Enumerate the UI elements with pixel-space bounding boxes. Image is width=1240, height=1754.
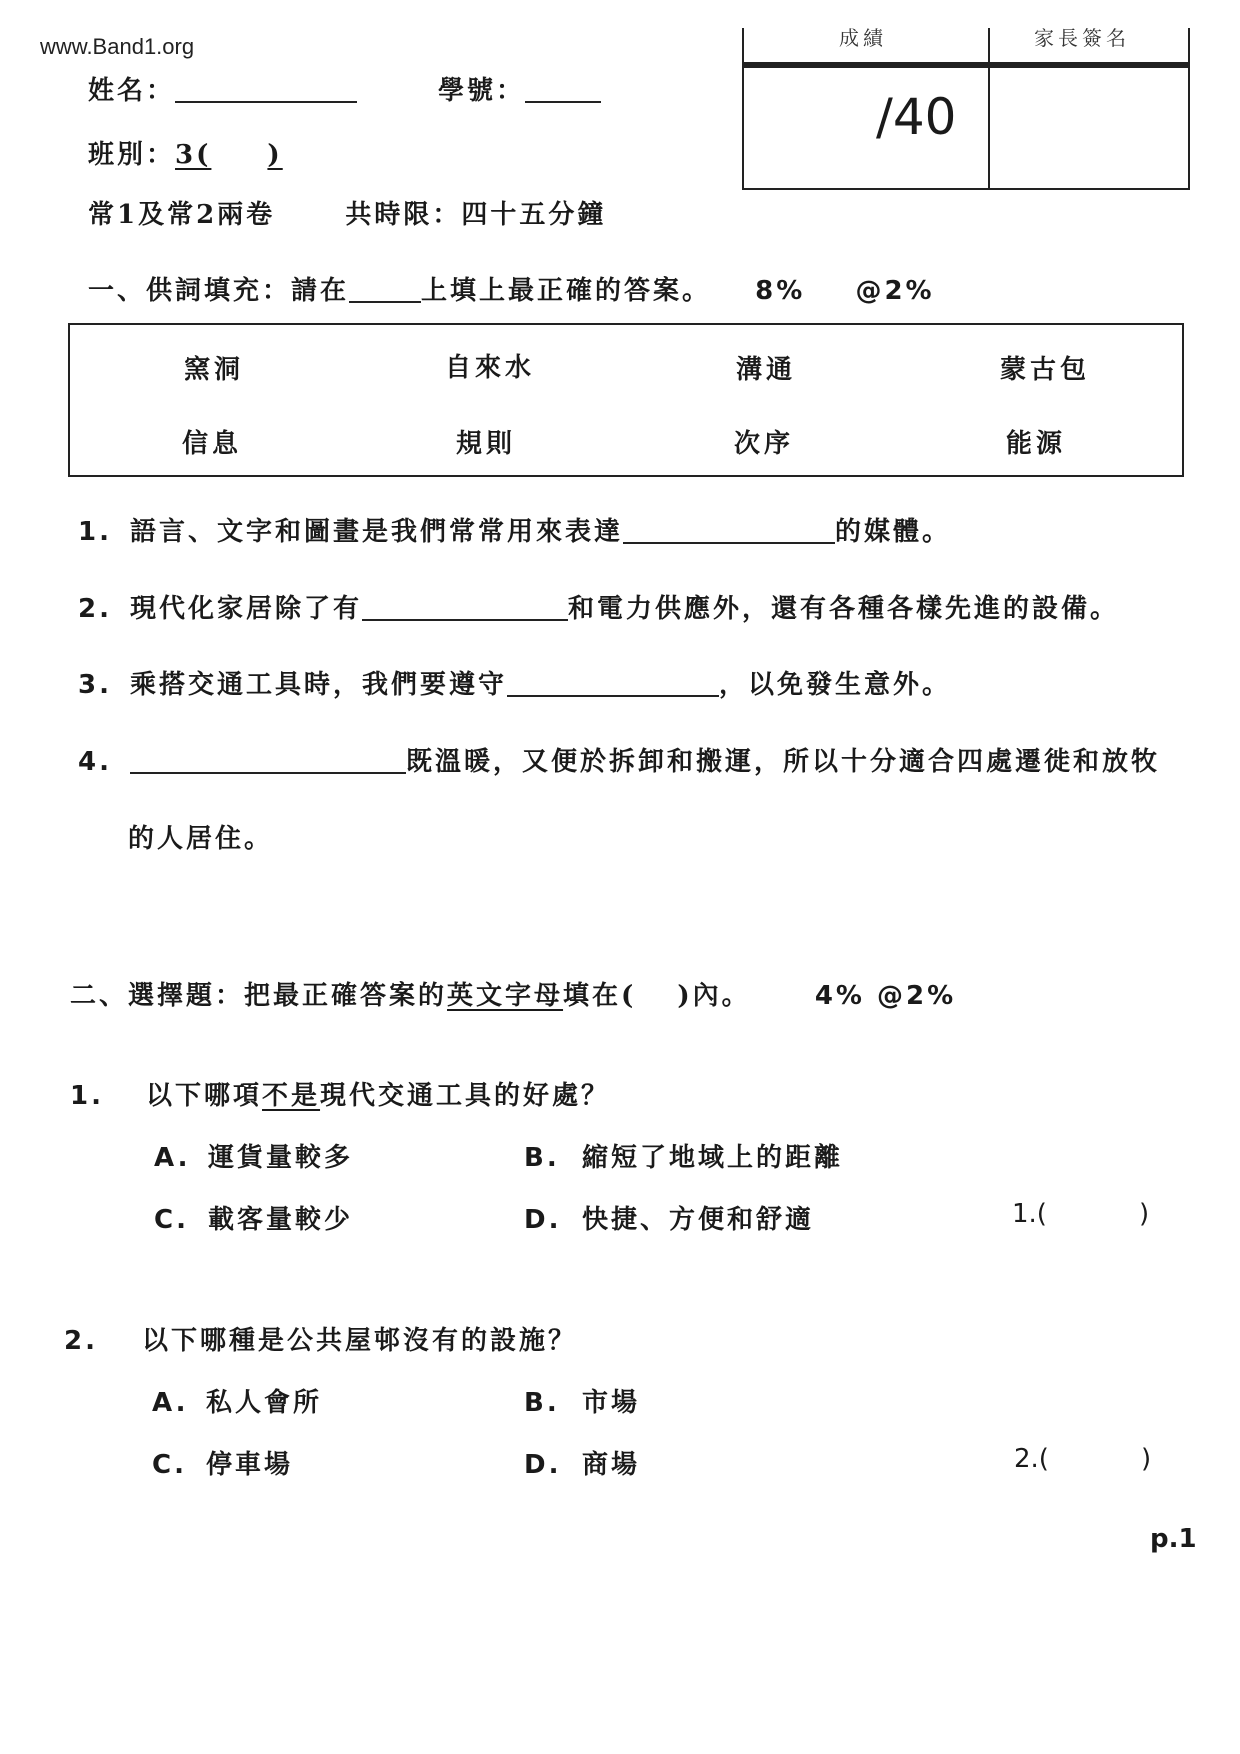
question-text: 語言、文字和圖畫是我們常常用來表達 xyxy=(130,517,624,547)
name-field xyxy=(88,70,357,107)
question-text: 既溫暖，又便於拆卸和搬運，所以十分適合四處遷徙和放牧 xyxy=(406,747,1161,777)
mc-option-a[interactable]: A. 私人會所 xyxy=(152,1388,323,1418)
time-limit: 共時限：四十五分鐘 xyxy=(345,200,607,230)
word-bank-item: 蒙古包 xyxy=(1000,355,1091,385)
score-total: /40 xyxy=(876,88,957,146)
exam-info xyxy=(88,194,606,231)
question-text: 乘搭交通工具時，我們要遵守 xyxy=(130,670,508,700)
parent-signature-header: 家長簽名 xyxy=(1034,26,1130,50)
exam-papers: 常1及常2兩卷 xyxy=(88,200,276,230)
section2-instruction-end: 填在( )內。 xyxy=(563,981,751,1011)
question-number: 2. xyxy=(78,594,112,624)
question-emphasis: 不是 xyxy=(262,1081,321,1111)
mc-option-a[interactable]: A. 運貨量較多 xyxy=(154,1143,354,1173)
mc-option-b[interactable]: B. 市場 xyxy=(524,1388,641,1418)
student-no-blank[interactable] xyxy=(525,75,601,103)
question-text: 以下哪項 xyxy=(146,1081,263,1111)
name-blank[interactable] xyxy=(175,75,357,103)
section2-marks: 4% @2% xyxy=(814,981,957,1011)
fill-question xyxy=(78,664,951,701)
mc-question xyxy=(70,1075,610,1112)
mc-option-b[interactable]: B. 縮短了地域上的距離 xyxy=(524,1143,844,1173)
answer-blank[interactable] xyxy=(507,669,719,697)
section1-instruction-start: 一、供詞填充：請在 xyxy=(88,276,350,306)
score-header: 成績 xyxy=(839,26,887,50)
word-bank-item: 信息 xyxy=(182,429,243,459)
word-bank-item: 溝通 xyxy=(736,355,797,385)
mc-option-c[interactable]: C. 停車場 xyxy=(152,1450,294,1480)
word-bank-item: 次序 xyxy=(734,429,795,459)
question-text: ，以免發生意外。 xyxy=(719,670,952,700)
word-bank-item: 規則 xyxy=(456,429,517,459)
fill-question xyxy=(78,588,1119,625)
question-text: 的媒體。 xyxy=(835,517,952,547)
watermark-text: www.Band1.org xyxy=(40,34,195,59)
score-box xyxy=(742,28,1190,190)
answer-blank[interactable] xyxy=(623,516,835,544)
mc-question xyxy=(64,1320,577,1357)
question-number: 3. xyxy=(78,670,112,700)
section1-title xyxy=(88,270,935,307)
word-bank xyxy=(68,323,1184,477)
section1-per-item: @2% xyxy=(855,276,935,306)
class-label: 班別： xyxy=(88,140,176,170)
section2-title xyxy=(70,975,956,1012)
question-number: 1. xyxy=(78,517,112,547)
word-bank-item: 自來水 xyxy=(445,353,536,383)
section1-instruction-end: 上填上最正確的答案。 xyxy=(421,276,712,306)
mc-option-c[interactable]: C. 載客量較少 xyxy=(154,1205,354,1235)
word-bank-item: 能源 xyxy=(1006,429,1067,459)
score-box-divider xyxy=(988,28,990,188)
section2-instruction-start: 二、選擇題：把最正確答案的 xyxy=(70,981,448,1011)
mc-option-d[interactable]: D. 商場 xyxy=(524,1450,641,1480)
answer-slot[interactable]: 1.( ) xyxy=(1012,1199,1150,1229)
class-value[interactable]: 3( ) xyxy=(175,140,283,170)
section1-marks: 8% xyxy=(755,276,806,306)
question-number: 4. xyxy=(78,747,112,777)
name-label: 姓名： xyxy=(88,76,176,106)
section1-example-blank xyxy=(349,275,421,303)
section2-emphasis: 英文字母 xyxy=(447,981,564,1011)
question-number: 2. xyxy=(64,1326,98,1356)
question-text: 現代交通工具的好處？ xyxy=(320,1081,611,1111)
word-bank-item: 窯洞 xyxy=(184,355,245,385)
question-number: 1. xyxy=(70,1081,104,1111)
student-no-field xyxy=(438,70,601,107)
answer-slot[interactable]: 2.( ) xyxy=(1014,1444,1152,1474)
class-field xyxy=(88,134,283,171)
mc-option-d[interactable]: D. 快捷、方便和舒適 xyxy=(524,1205,815,1235)
answer-blank[interactable] xyxy=(362,593,568,621)
question-text: 和電力供應外，還有各種各樣先進的設備。 xyxy=(568,594,1120,624)
question-text: 以下哪種是公共屋邨沒有的設施？ xyxy=(142,1326,578,1356)
question-text: 現代化家居除了有 xyxy=(130,594,363,624)
answer-blank[interactable] xyxy=(130,746,406,774)
page-number: p.1 xyxy=(1150,1524,1197,1554)
fill-question xyxy=(78,511,951,548)
student-no-label: 學號： xyxy=(438,76,526,106)
question-continuation: 的人居住。 xyxy=(128,824,274,854)
fill-question xyxy=(78,741,1160,778)
